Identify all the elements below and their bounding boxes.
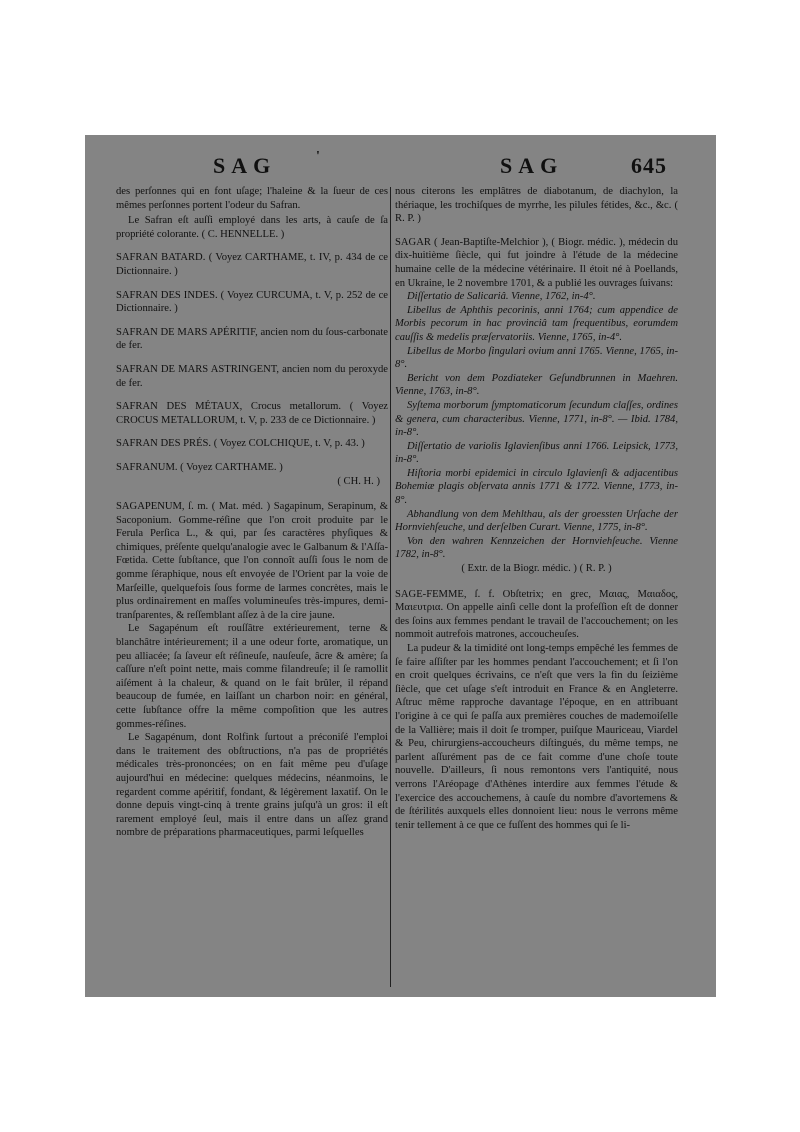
page-number: 645 xyxy=(631,153,667,178)
paragraph: SAFRAN DE MARS APÉRITIF, ancien nom du ſous-carbonate de fer. xyxy=(116,326,388,352)
right-column xyxy=(395,185,678,832)
paragraph: nous citerons les emplâtres de diabotanum, de diachylon, la thériaque, les trochiſques de myrrhe, les pilules fétides, &c., &c. ( R. P. ) xyxy=(395,186,678,225)
paragraph: Abhandlung von dem Mehlthau, als der groessten Urſache der Hornviehſeuche, und derſelben Curart. Vienne, 1775, in-8°. xyxy=(395,508,678,534)
paragraph: Diſſertatio de Salicariâ. Vienne, 1762, in-4°. xyxy=(407,291,596,303)
paragraph: ( Extr. de la Biogr. médic. ) ( R. P. ) xyxy=(461,563,612,575)
paragraph: Le Sagapénum, dont Rolfink ſurtout a préconiſé l'emploi dans le traitement des obſtructions, n'a pas de propriétés médicales très-prononcées; on en fait même peu d'uſage aujourd'hui en médecine: quelques médecins, néanmoins, le regardent comme apéritif, fondant, & légèrement laxatif. On le donne depuis vingt-cinq à trente grains juſqu'à un gros: il eſt rarement employé ſeul, mais il entre dans un aſſez grand nombre de préparations pharmaceutiques, parmi leſquelles xyxy=(116,732,388,839)
paragraph: SAFRAN DES PRÉS. ( Voyez COLCHIQUE, t. V, p. 43. ) xyxy=(116,438,365,450)
left-column xyxy=(116,185,388,840)
paragraph: SAGAR ( Jean-Baptiſte-Melchior ), ( Biogr. médic. ), médecin du dix-huitième ſiècle, qui fut joindre à l'étude de la médecine humaine celle de la médecine vétérinaire. Il étoit né à Poellands, en Ukraine, le 2 novembre 1701, & a publié les ouvrages ſuivans: xyxy=(395,236,678,289)
paragraph: ( CH. H. ) xyxy=(337,475,380,487)
paragraph: SAGAPENUM, ſ. m. ( Mat. méd. ) Sagapinum, Serapinum, & Sacoponium. Gomme-réſine que l'on croit produite par le Ferula Perſica L., & qui, par ſes caractères phyſiques & chimiques, préſente quelqu'analogie avec le Galbanum & l'Aſſa-Fœtida. Cette ſubſtance, que l'on connoît auſſi ſous le nom de gomme ſéraphique, nous eſt envoyée de l'Orient par la voie de Marſeille, quelquefois ſous forme de larmes concrètes, mais le plus ordinairement en maſſes volumineuſes très-impures, demi-tranſparentes, & reſſemblant aſſez à de la cire jaune. xyxy=(116,501,388,621)
scanned-page xyxy=(85,135,716,997)
paragraph: Bericht von dem Pozdiateker Geſundbrunnen in Maehren. Vienne, 1763, in-8°. xyxy=(395,372,678,398)
header-right-title: SAG xyxy=(500,153,564,178)
paragraph: SAFRAN BATARD. ( Voyez CARTHAME, t. IV, p. 434 de ce Dictionnaire. ) xyxy=(116,252,388,277)
paragraph: Le Sagapénum eſt rouſſâtre extérieurement, terne & blanchâtre intérieurement; il a une odeur forte, aromatique, un peu alliacée; ſa ſaveur eſt réſineuſe, nauſeuſe, âcre & amère; ſa caſſure n'eſt point nette, mais comme filandreuſe; il ſe ramollit aiſément à la chaleur, & quand on le fait brûler, il répand beaucoup de fumée, en laiſſant un charbon noir: en général, cette ſubſtance offre la même compoſition que les autres gommes-réſines. xyxy=(116,623,388,730)
paragraph: Libellus de Aphthis pecorinis, anni 1764; cum appendice de Morbis pecorum in hac provinciâ tam ſrequentibus, eorumdem cauſſis & medelis præſervatoriis. Vienne, 1765, in-4°. xyxy=(395,304,678,343)
paragraph: SAFRANUM. ( Voyez CARTHAME. ) xyxy=(116,461,283,473)
header-mark: ' xyxy=(316,149,320,164)
paragraph: SAFRAN DES INDES. ( Voyez CURCUMA, t. V, p. 252 de ce Dictionnaire. ) xyxy=(116,289,388,315)
paragraph: Diſſertatio de variolis Iglavienſibus anni 1766. Leipsick, 1773, in-8°. xyxy=(395,440,678,466)
paragraph: Hiſtoria morbi epidemici in circulo Iglavienſi & adjacentibus Bohemiæ plagis obſervata annis 1771 & 1772. Vienne, 1773, in-8°. xyxy=(395,467,678,507)
paragraph: SAFRAN DE MARS ASTRINGENT, ancien nom du peroxyde de fer. xyxy=(116,363,388,389)
paragraph: des perſonnes qui en font uſage; l'haleine & la ſueur de ces mêmes perſonnes portent l'odeur du Safran. xyxy=(116,186,388,211)
paragraph: Le Safran eſt auſſi employé dans les arts, à cauſe de ſa propriété colorante. ( C. HENNELLE. ) xyxy=(116,215,388,240)
paragraph: La pudeur & la timidité ont long-temps empêché les femmes de ſe faire aſſiſter par les hommes pendant l'accouchement; et ſi l'on en croit quelques écrivains, ce n'eſt que vers la fin du ſeizième ſiècle, que cet uſage s'eſt introduit en France & en Angleterre. Aſtruc même rapproche davantage l'époque, en en attribuant l'origine à ce qui ſe paſſa aux premières couches de mademoiſelle de la Vallière; mais il doit ſe tromper, puiſque Mauriceau, Viardel & Peu, chirurgiens-accoucheurs diſtingués, du même temps, ne parlent aſſurément pas de ce fait comme d'une choſe toute nouvelle. D'ailleurs, ſi nous remontons vers l'antiquité, nous verrons l'Aréopage d'Athènes interdire aux femmes l'étude & l'exercice des accouchemens, à cauſe du nombre d'avortemens & de ſtérilités auxquels elles donnoient lieu: nous le verrons même tenir tellement à ce que ce fuſſent des hommes qui ſe li- xyxy=(395,643,678,831)
column-divider xyxy=(390,187,391,987)
header-left-title: SAG xyxy=(213,153,277,178)
running-header xyxy=(85,149,716,183)
paragraph: SAGE-FEMME, ſ. f. Obſtetrix; en grec, Μαιας, Μαιαδος, Μαιευτρια. On appelle ainſi celle dont la profeſſion eſt de donner des ſoins aux femmes pendant le travail de l'accouchement; on les nommoit autrefois matrones, accoucheuſes. xyxy=(395,588,678,641)
paragraph: SAFRAN DES MÉTAUX, Crocus metallorum. ( Voyez CROCUS METALLORUM, t. V, p. 233 de ce Dictionnaire. ) xyxy=(116,401,388,426)
paragraph: Libellus de Morbo ſingulari ovium anni 1765. Vienne, 1765, in-8°. xyxy=(395,345,678,371)
paragraph: Syſtema morborum ſymptomaticorum ſecundum claſſes, ordines & genera, cum characteribus. Vienne, 1771, in-8°. — Ibid. 1784, in-8°. xyxy=(395,399,678,439)
paragraph: Von den wahren Kennzeichen der Hornviehſeuche. Vienne 1782, in-8°. xyxy=(395,535,678,561)
